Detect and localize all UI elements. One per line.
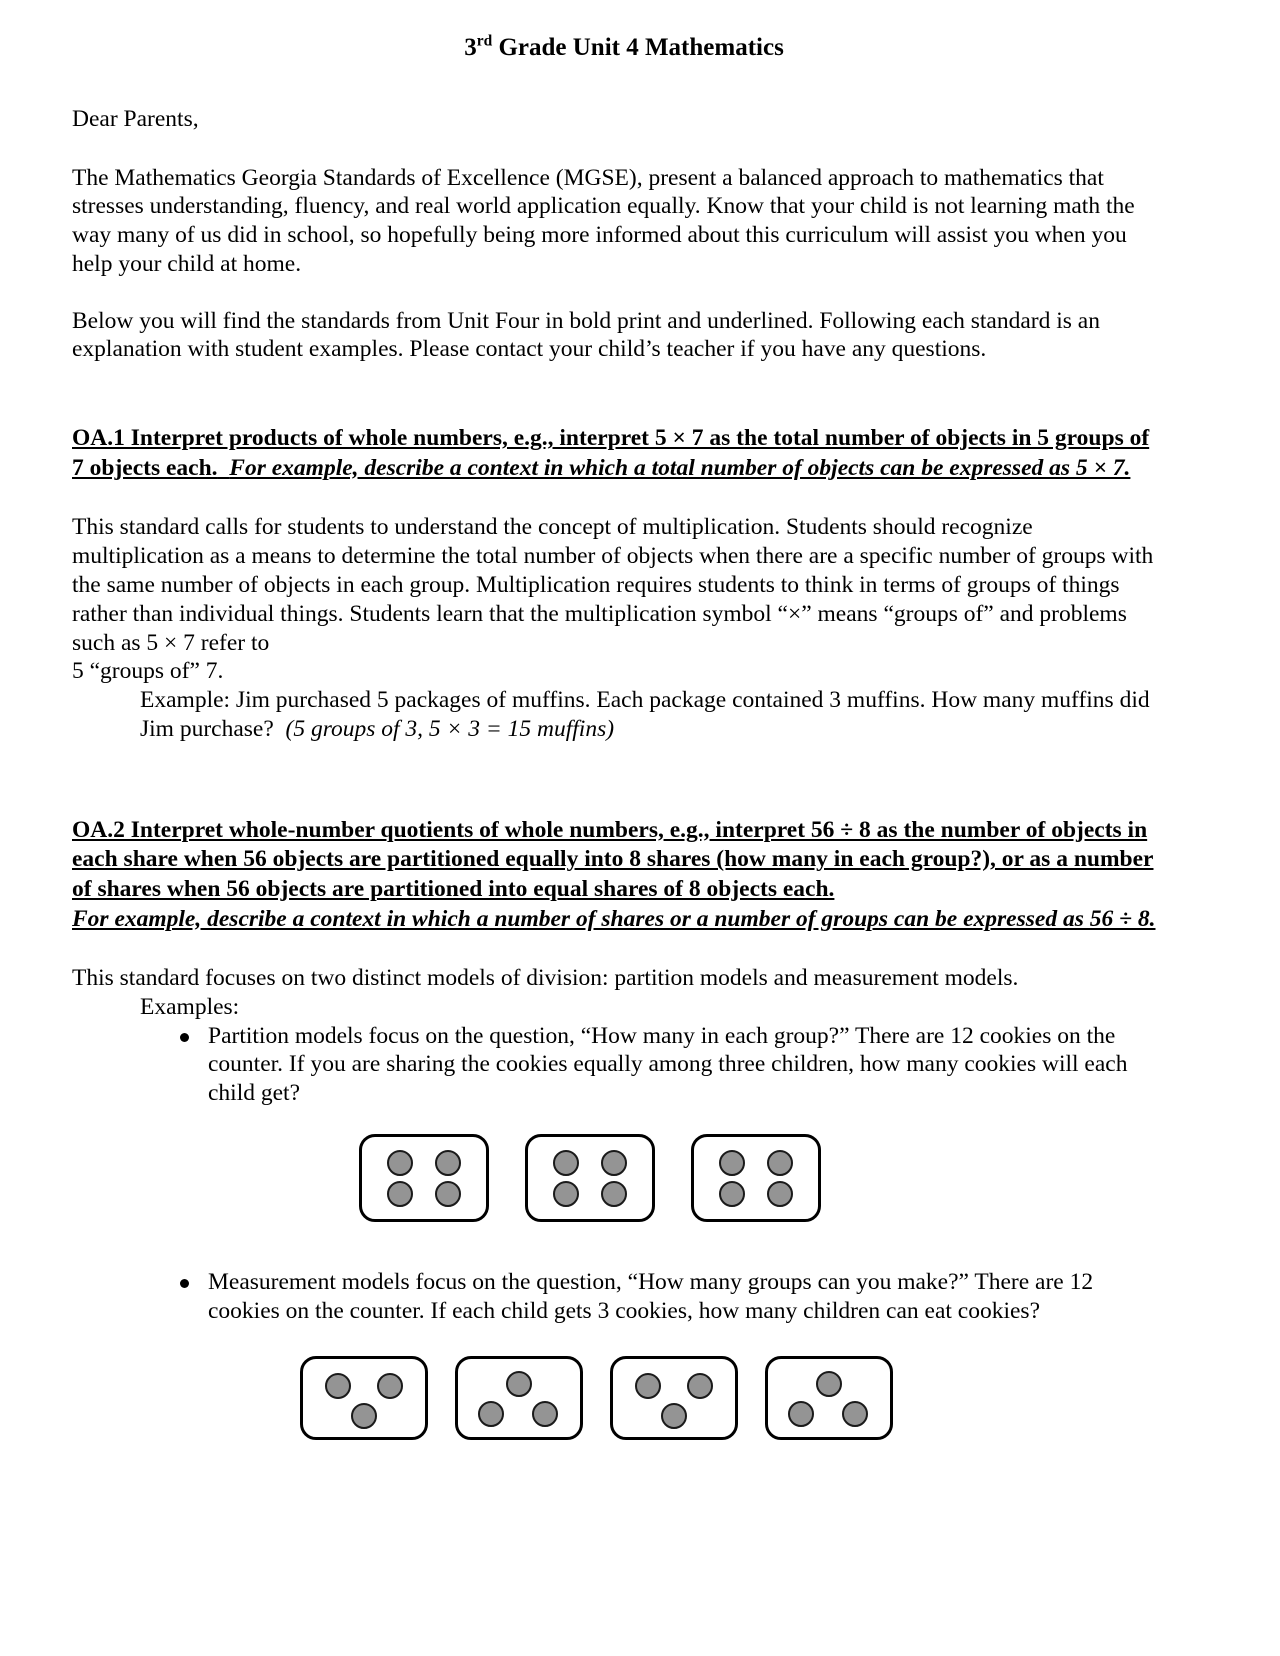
title-ordinal-suffix: rd	[476, 32, 493, 50]
cookie-icon	[325, 1373, 351, 1399]
standard-oa2-bullet-list	[72, 1022, 1162, 1108]
cookie-icon	[842, 1401, 868, 1427]
standard-oa2-bullet-list-2	[72, 1268, 1162, 1326]
standard-heading-oa2: OA.2 Interpret whole-number quotients of whole numbers, e.g., interpret 56 ÷ 8 as the number of objects in each share when 56 objects are partitioned equally into 8 shares (how many in each group?), or as a number of shares when 56 objects are partitioned into equal shares of 8 objects each.	[72, 816, 1154, 902]
cookie-icon	[601, 1150, 627, 1176]
cookie-icon	[635, 1373, 661, 1399]
standard-oa1-explanation: This standard calls for students to understand the concept of multiplication. Students should recognize multiplication as a means to determine the total number of objects when there are a specific number of groups with the same number of objects in each group. Multiplication requires students to think in terms of groups of things rather than individual things. Students learn that the multiplication symbol “×” means “groups of” and problems such as 5 × 7 refer to	[72, 514, 1154, 656]
standard-oa2-explanation: This standard focuses on two distinct models of division: partition models and measurement models.	[72, 965, 1019, 992]
cookie-group-box	[765, 1356, 893, 1440]
list-item	[140, 1268, 1162, 1326]
cookie-icon	[767, 1181, 793, 1207]
cookie-group-box	[610, 1356, 738, 1440]
spacer	[72, 744, 1162, 816]
spacer	[72, 483, 1162, 513]
cookie-icon	[816, 1371, 842, 1397]
cookie-icon	[435, 1150, 461, 1176]
standard-heading-oa1	[72, 424, 1162, 483]
instructions-paragraph: Below you will find the standards from Unit Four in bold print and underlined. Following each standard is an explanation with student examples. Please contact your child’s teacher if you have any questions.	[72, 307, 1100, 363]
cookie-icon	[506, 1371, 532, 1397]
bullet-text: Partition models focus on the question, “How many in each group?” There are 12 cookies on the counter. If you are sharing the cookies equally among three children, how many cookies will each child get?	[208, 1022, 1128, 1107]
bullet-point-icon	[180, 1279, 189, 1288]
standard-heading-oa2-italic: For example, describe a context in which a number of shares or a number of groups can be expressed as 56 ÷ 8.	[72, 905, 1156, 932]
standard-oa1-example-text: Example: Jim purchased 5 packages of muffins. Each package contained 3 muffins. How many muffins did Jim purchase?	[140, 687, 1150, 742]
standard-oa1-italic: For example, describe a context in which a total number of objects can be expressed as 5 × 7.	[229, 454, 1131, 481]
standard-oa2-examples-label: Examples:	[140, 993, 240, 1020]
cookie-icon	[377, 1373, 403, 1399]
page-title	[72, 34, 1162, 63]
cookie-icon	[435, 1181, 461, 1207]
spacer	[72, 134, 1162, 164]
cookie-group-box	[359, 1134, 489, 1222]
cookie-group-box	[525, 1134, 655, 1222]
cookie-icon	[478, 1401, 504, 1427]
cookie-icon	[661, 1403, 687, 1429]
cookie-icon	[532, 1401, 558, 1427]
spacer	[72, 934, 1162, 964]
standard-oa1-example-answer: (5 groups of 3, 5 × 3 = 15 muffins)	[285, 715, 615, 742]
cookie-icon	[719, 1181, 745, 1207]
cookie-icon	[788, 1401, 814, 1427]
cookie-icon	[351, 1403, 377, 1429]
cookie-group-box	[691, 1134, 821, 1222]
cookie-icon	[601, 1181, 627, 1207]
cookie-group-box	[455, 1356, 583, 1440]
title-prefix: 3	[464, 34, 477, 61]
cookie-icon	[719, 1150, 745, 1176]
cookie-icon	[387, 1181, 413, 1207]
standard-oa1-bold: OA.1 Interpret products of whole numbers, e.g., interpret 5 × 7 as the total number of objects in 5 groups of 7 objects each.	[72, 425, 1150, 481]
list-item	[140, 1022, 1162, 1108]
measurement-model-diagram	[72, 1356, 1162, 1440]
cookie-icon	[687, 1373, 713, 1399]
title-rest: Grade Unit 4 Mathematics	[492, 34, 784, 61]
partition-model-diagram	[72, 1134, 1162, 1222]
cookie-icon	[387, 1150, 413, 1176]
salutation: Dear Parents,	[72, 105, 199, 132]
bullet-text: Measurement models focus on the question, “How many groups can you make?” There are 12 cookies on the counter. If each child gets 3 cookies, how many children can eat cookies?	[208, 1269, 1094, 1324]
spacer	[72, 364, 1162, 424]
cookie-icon	[553, 1181, 579, 1207]
spacer	[72, 1222, 1162, 1268]
intro-paragraph: The Mathematics Georgia Standards of Excellence (MGSE), present a balanced approach to mathematics that stresses understanding, fluency, and real world application equally. Know that your child is not learning math the way many of us did in school, so hopefully being more informed about this curriculum will assist you when you help your child at home.	[72, 164, 1135, 277]
standard-oa1-explanation-tail: 5 “groups of” 7.	[72, 658, 224, 685]
cookie-icon	[553, 1150, 579, 1176]
standard-oa1-example	[140, 686, 1162, 744]
bullet-point-icon	[180, 1033, 189, 1042]
cookie-icon	[767, 1150, 793, 1176]
spacer	[72, 279, 1162, 307]
cookie-group-box	[300, 1356, 428, 1440]
